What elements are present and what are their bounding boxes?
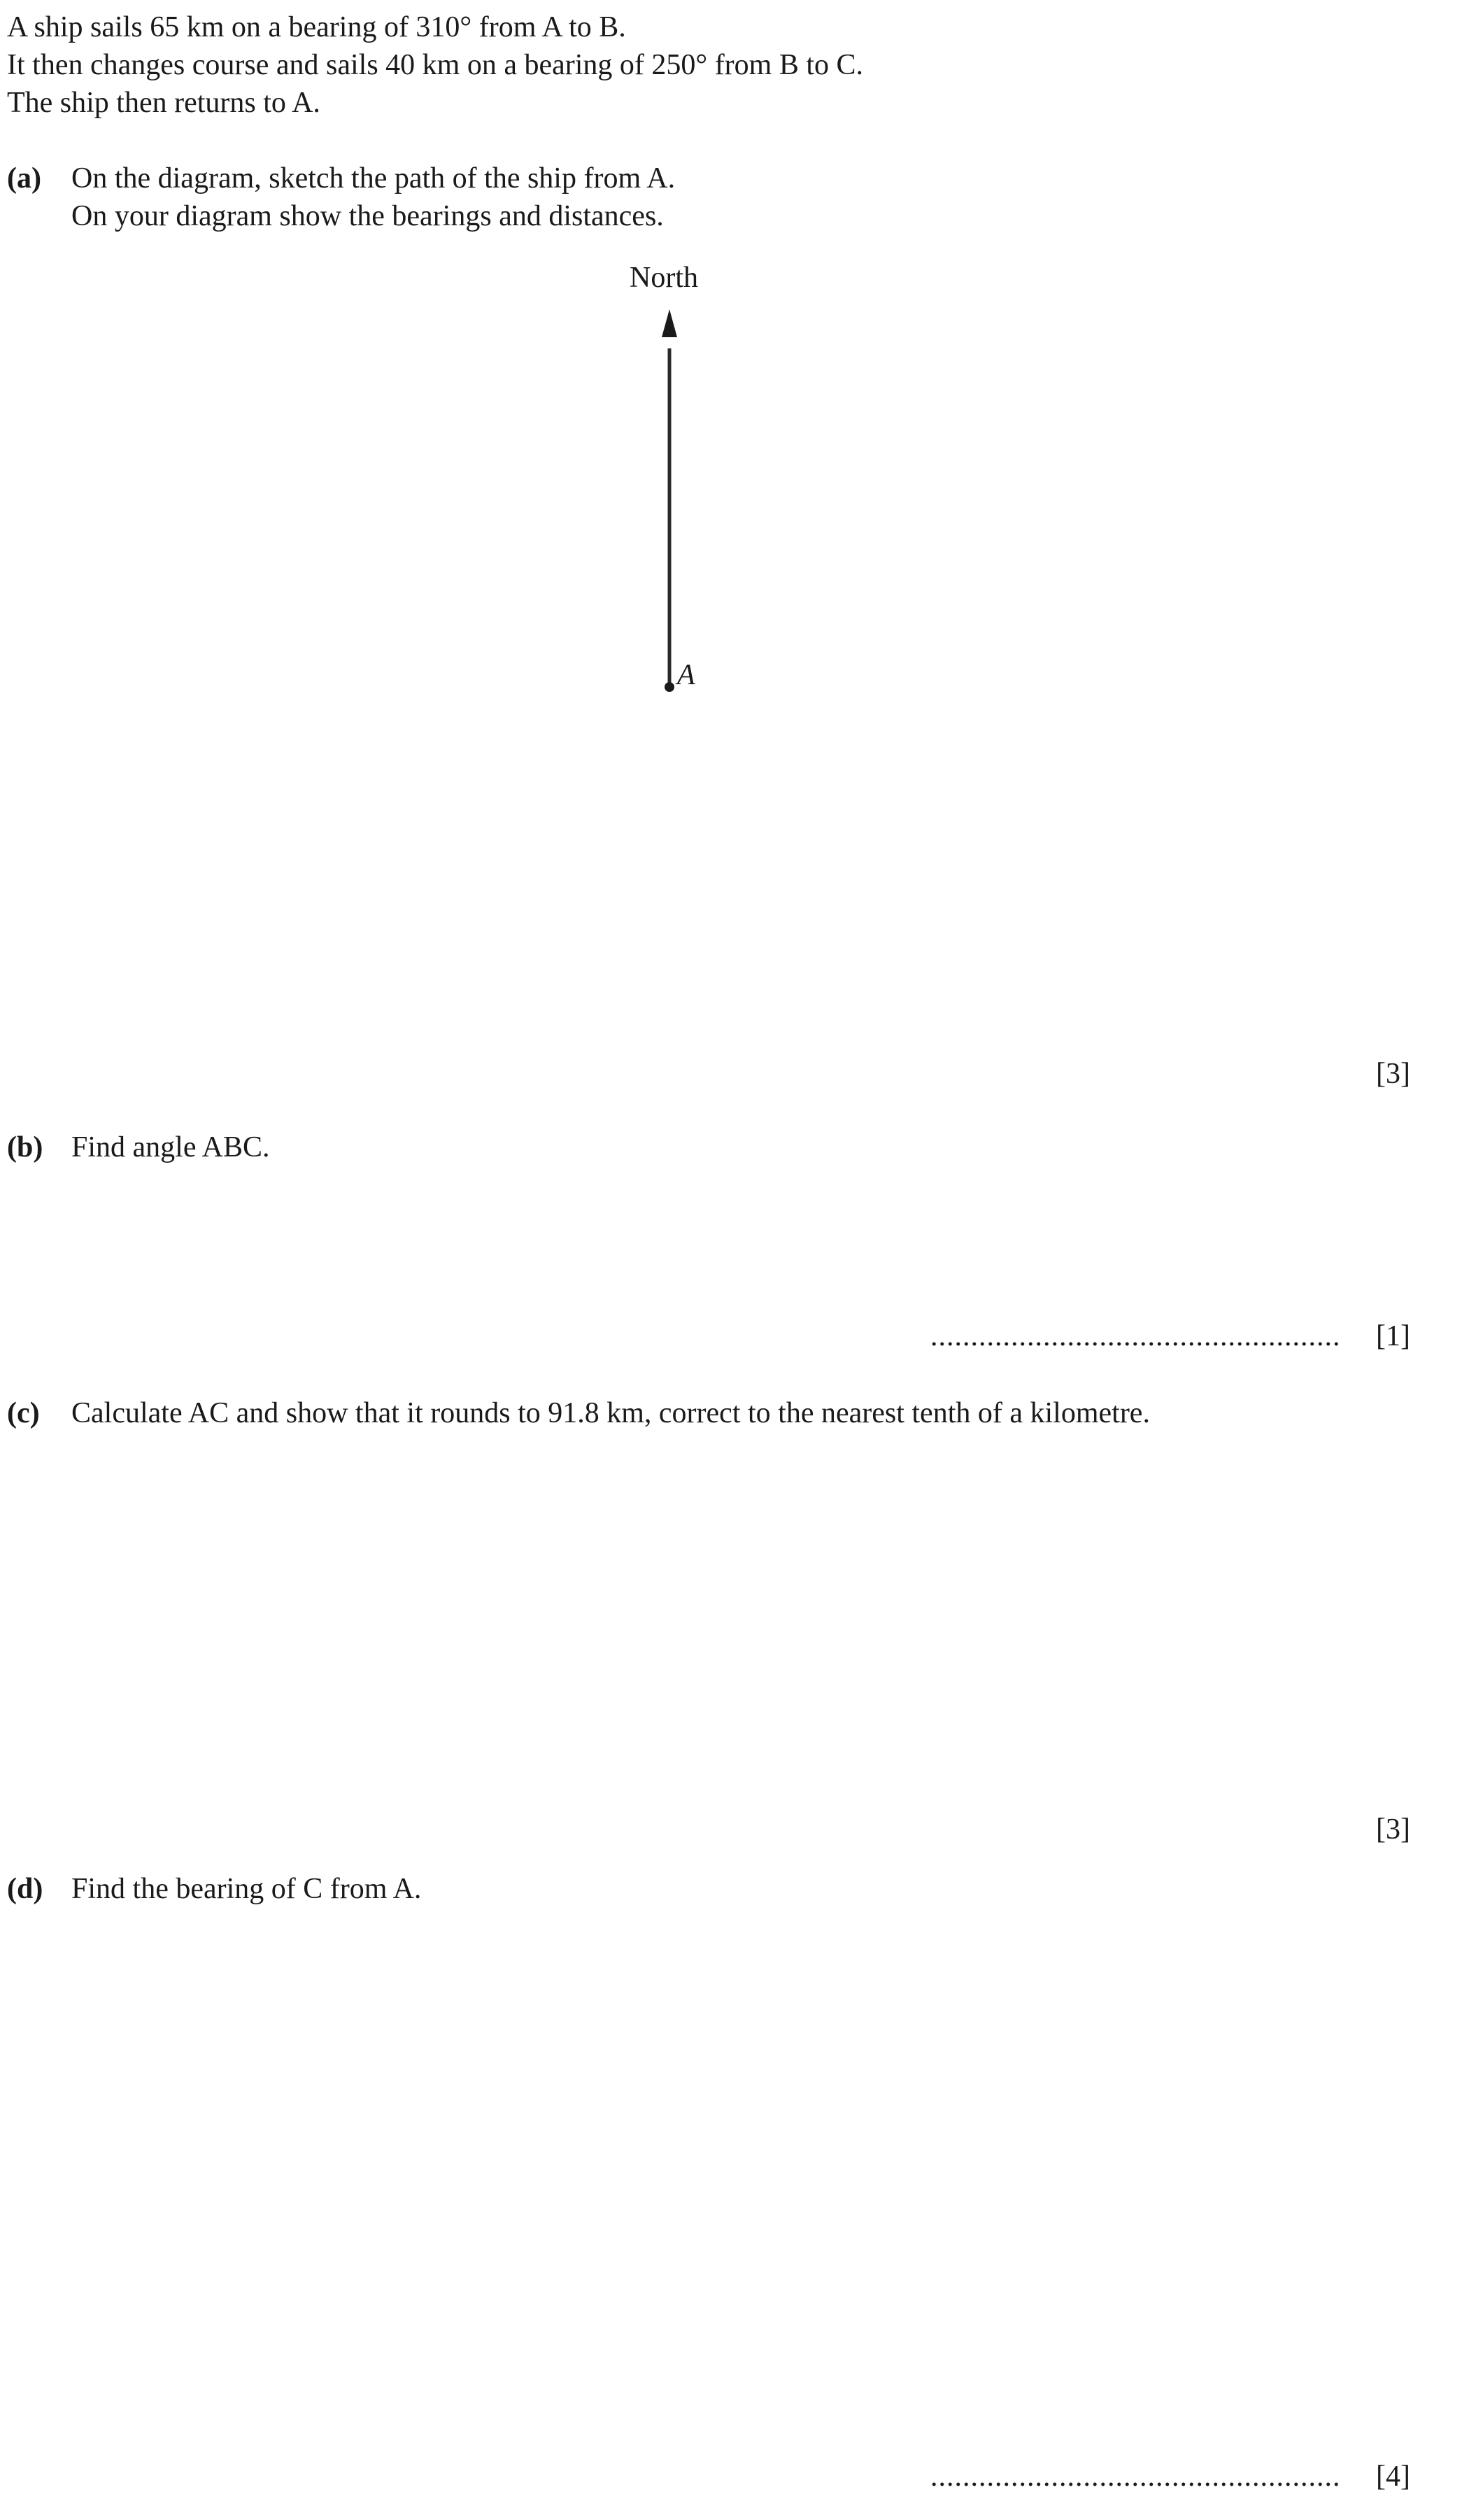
part-d-text: Find the bearing of C from A. [71,1873,422,1905]
point-a-label: A [677,659,695,691]
part-d-label: (d) [7,1873,43,1905]
north-diagram [616,262,728,714]
part-d-marks: [4] [1376,2461,1410,2493]
point-a-dot [665,682,674,692]
north-label: North [630,262,698,294]
part-b-label: (b) [7,1131,43,1163]
intro-line-2: It then changes course and sails 40 km on a bearing of 250° from B to C. [7,49,864,81]
part-a-label: (a) [7,162,41,194]
part-c-marks: [3] [1376,1813,1410,1846]
part-a-marks: [3] [1376,1058,1410,1090]
part-b-text: Find angle ABC. [71,1131,270,1163]
part-a-line-1: On the diagram, sketch the path of the ship from A. [71,162,676,194]
north-arrowhead [662,309,677,337]
part-b-marks: [1] [1376,1320,1410,1352]
part-b-answer-line[interactable]: ................................................... [930,1320,1341,1352]
intro-line-1: A ship sails 65 km on a bearing of 310° from A to B. [7,11,626,43]
intro-line-3: The ship then returns to A. [7,87,320,119]
north-arrow [616,266,728,714]
part-c-text: Calculate AC and show that it rounds to 91.8 km, correct to the nearest tenth of a kilometre. [71,1397,1150,1429]
part-a-line-2: On your diagram show the bearings and distances. [71,200,664,232]
part-c-label: (c) [7,1397,40,1429]
part-d-answer-line[interactable]: ................................................... [930,2461,1341,2493]
